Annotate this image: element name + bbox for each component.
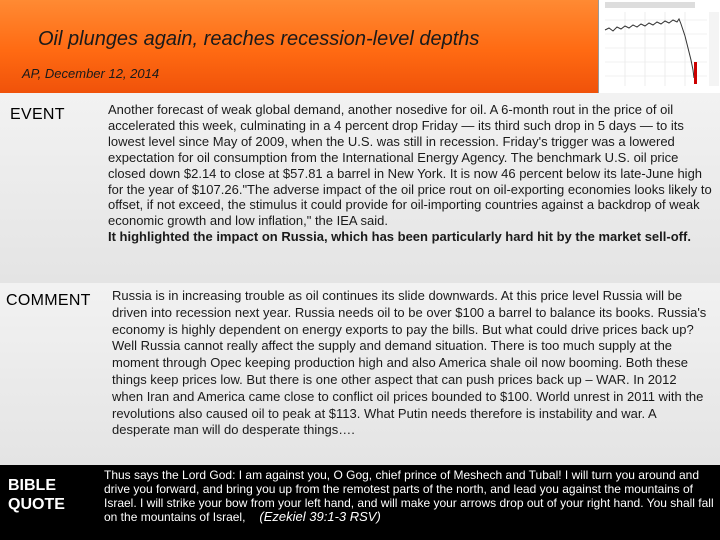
- source-line: AP, December 12, 2014: [22, 66, 160, 81]
- bible-quote-label: [8, 476, 65, 514]
- event-panel: [0, 93, 720, 283]
- bible-quote-label-line1: BIBLE: [8, 477, 56, 494]
- comment-panel: [0, 283, 720, 465]
- bible-quote-text: Thus says the Lord God: I am against you, O Gog, chief prince of Meshech and Tubal! I will turn you around and drive you forward, and bring you up from the remotest parts of the north, and lead you against the mountains of Israel. I will strike your bow from your left hand, and will make your arrows drop out of your right hand. You shall fall on the mountains of Israel,: [104, 468, 714, 525]
- event-body: [108, 102, 712, 245]
- event-text: Another forecast of weak global demand, another nosedive for oil. A 6-month rout in the price of oil accelerated this week, culminating in a 4 percent drop Friday — its third such drop in 5 days — to its lowest level since May of 2009, when the U.S. was still in recession. Friday's trigger was a lowered expectation for oil consumption from the International Energy Agency. The benchmark U.S. oil price closed down $2.14 to close at $57.81 a barrel in New York. It is now 46 percent below its late-June high for the year of $107.26.: [108, 102, 703, 197]
- event-label: EVENT: [10, 106, 65, 123]
- comment-text: Russia is in increasing trouble as oil continues its slide downwards. At this price level Russia will be driven into recession next year. Russia needs oil to be over $100 a barrel to balance its books. Russia's economy is highly dependent on energy exports to pay the bills. But what could drive prices back up? Well Russia cannot really affect the supply and demand situation. There is too much supply at the moment through Opec keeping production high and also America shale oil now booming. Both these things keep prices low. But there is one other aspect that can push prices back up – WAR. In 2012 when Iran and America came close to conflict oil prices bounded to $100. World unrest in 2011 with the revolutions also caused oil to peak at $113. What Putin needs therefore is instability and war. A desperate man will do desperate things….: [112, 288, 707, 438]
- oil-price-chart-thumbnail-icon: [598, 0, 720, 93]
- page-title: Oil plunges again, reaches recession-level depths: [38, 28, 480, 50]
- bible-quote-body: [104, 469, 716, 525]
- comment-label: COMMENT: [6, 292, 91, 309]
- bible-quote-label-line2: QUOTE: [8, 496, 65, 513]
- bible-quote-reference: (Ezekiel 39:1-3 RSV): [259, 509, 381, 525]
- thumbnail-chart-graphic: [599, 0, 720, 93]
- bible-quote-panel: [0, 465, 720, 540]
- event-bold-text: It highlighted the impact on Russia, which has been particularly hard hit by the market sell-off.: [108, 229, 691, 245]
- event-iea-quote: "The adverse impact of the oil price rout on oil-exporting economies looks likely to offset, if not exceed, the stimulus it could provide for oil-importing countries against a backdrop of weak economic growth and low inflation," the IEA said.: [108, 181, 712, 229]
- header-banner: [0, 0, 720, 93]
